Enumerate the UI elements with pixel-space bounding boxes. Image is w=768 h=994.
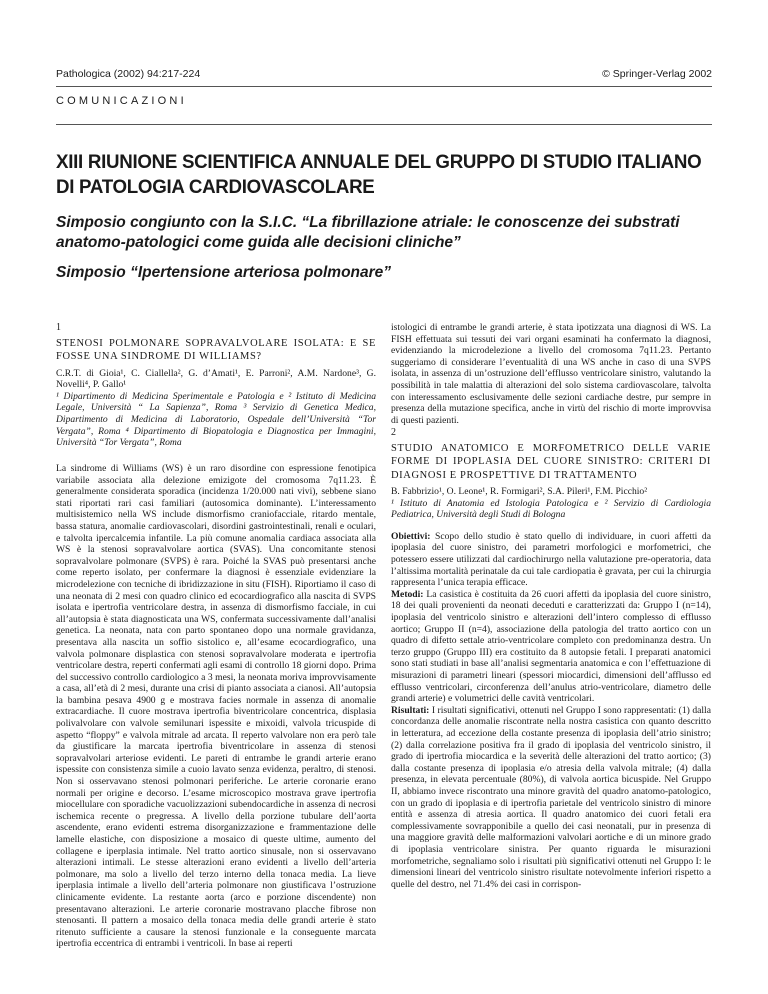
metodi-text: La casistica è costituita da 26 cuori affetti da ipoplasia del cuore sinistro, 18 dei quali provenienti da neonati deceduti e caratterizzati da: Gruppo I (n=14), ipoplasia del ventricolo sinistro e alterazioni dell’intero complesso di efflusso aortico; Gruppo II (n=4), associazione della patologia del tratto aortico con un quadro di difetto settale atrio-ventricolare completo con predominanza destra. Un terzo gruppo (Gruppo III) era costituito da 8 autopsie fetali. I preparati anatomici sono stati studiati in base all’analisi segmentaria anatomica e con l’effettuazione di misurazioni di parametri lineari (spessori miocardici, dimensioni dell’afflusso ed efflusso ventricolari, circonferenza dell’anulus atrio-ventricolare, diametro delle grandi arterie) e volumetrici delle cavità ventricolari. <box>391 588 711 705</box>
section-rule <box>56 124 712 125</box>
article-2-obiettivi <box>391 531 711 589</box>
symposium-title-line-2: anatomo-patologici come guida alle decisioni cliniche” <box>56 234 461 251</box>
article-1-title: STENOSI POLMONARE SOPRAVALVOLARE ISOLATA: E SE FOSSE UNA SINDROME DI WILLIAMS? <box>56 337 376 363</box>
obiettivi-text: Scopo dello studio è stato quello di individuare, in cuori affetti da ipoplasia del cuore sinistro, dei parametri morfologici e morfometrici, che potessero essere utilizzati dal cardiochirurgo nella valutazione pre-operatoria, data l’altissima mortalità perinatale da cui tale cardiopatia è gravata, per cui la chirurgia rappresenta l’unica terapia efficace. <box>391 530 711 589</box>
article-1-body-text: La sindrome di Williams (WS) è un raro disordine con espressione fenotipica variabile associata alla delezione emizigote del cromosoma 7q11.23. È generalmente considerata sporadica (incidenza 1/20.000 nati vivi), sebbene siano stati riportati rari casi familiari (autosomica dominante). L’interessamento multisistemico nella WS include dismorfismo craniofacciale, ritardo mentale, bassa statura, anomalie cardiovascolari, disordini gastrointestinali, renali e oculari, e talvolta ipercalcemia infantile. La più comune anomalia cardiaca associata alla WS è la stenosi sopravalvolare aortica (SVAS). Una concomitante stenosi sopravalvolare polmonare (SVPS) è rara. Poiché la SVAS può presentarsi anche come reperto isolato, per confermare la diagnosi è essenziale evidenziare la microdelezione con tecniche di ibridizzazione in situ (FISH). Riportiamo il caso di una neonata di 2 mesi con quadro clinico ed ecocardiografico alla nascita di SVPS isolata e ipertrofia ventricolare destra, in assenza di dismorfismo facciale, in cui all’autopsia è stata diagnosticata una WS, confermata successivamente dall’analisi genetica. La neonata, nata con parto spontaneo dopo una normale gravidanza, presentava alla nascita un soffio sistolico e, all’esame ecocardiografico, una valvola polmonare displastica con stenosi sopravalvolare moderata e ipertrofia ventricolare destra, reperti confermati agli esami di controllo 18 giorni dopo. Prima del successivo controllo cardiologico a 3 mesi, la neonata moriva improvvisamente a casa, all’età di 2 mesi, durante una crisi di pianto associata a cianosi. All’autopsia la bambina pesava 4900 g e mostrava facies normale in assenza di anomalie extracardiache. Il cuore mostrava ipertrofia biventricolare concentrica, displasia polivalvolare con valvole semilunari ispessite e mixoidi, valvola tricuspide di aspetto “floppy” e valvola mitrale ad arcata. Il reperto valvolare non era però tale da giustificare la marcata ipertrofia biventricolare in assenza di stenosi sopravalvolari arteriose evidenti. Le pareti di entrambe le grandi arterie erano ispessite con consistenza simile a cuoio lavato senza evidenza, peraltro, di stenosi. Non si osservavano stenosi polmonari periferiche. Le arterie coronarie erano normali per origine e decorso. L’esame microscopico mostrava grave ipertrofia miocellulare con sporadiche vacuolizzazioni subendocardiche in assenza di necrosi ischemica recente o pregressa. A livello della porzione tubulare dell’aorta ascendente, erano evidenti estrema disorganizzazione e frammentazione delle lamelle elastiche, con disposizione a mosaico di queste ultime, aumento del collagene e iperplasia intimale. Nel tratto aortico sinusale, non si osservavano alterazioni intimali. Le stesse alterazioni erano evidenti a livello dell’arteria polmonare, ma solo a livello del terzo interno della tonaca media. La lieve iperplasia intimale a livello dell’arteria polmonare non giustificava l’ostruzione clinicamente evidente. La restante aorta (arco e porzione discendente) non presentavano alterazioni. Le arterie coronarie mostravano placche fibrose non stenosanti. Il pattern a mosaico della tonaca media delle grandi arterie è stato ritenuto sufficiente a causare la stenosi funzionale e la conseguente marcata ipertrofia eccentrica di entrambi i ventricoli. In base ai reperti <box>56 463 376 950</box>
article-1-continuation <box>391 322 711 426</box>
article-1-body <box>56 463 376 950</box>
article-2 <box>391 427 711 890</box>
article-2-risultati <box>391 705 711 891</box>
header-rule <box>56 86 712 87</box>
article-2-title: STUDIO ANATOMICO E MORFOMETRICO DELLE VARIE FORME DI IPOPLASIA DEL CUORE SINISTRO: CRITERI DI DIAGNOSI E PROSPETTIVE DI TRATTAMENTO <box>391 442 711 481</box>
article-2-affiliations: ¹ Istituto di Anatomia ed Istologia Patologica e ² Servizio di Cardiologia Pediatrica, Università degli Studi di Bologna <box>391 497 711 521</box>
article-1-body-continuation: istologici di entrambe le grandi arterie, è stata ipotizzata una diagnosi di WS. La FISH effettuata sui tessuti dei vari organi esaminati ha confermato la diagnosi, evidenziando la microdelezione a livello del cromosoma 7q11.23. Pertanto suggeriamo di considerare l’eventualità di una WS anche in caso di una SVPS isolata, in assenza di un’ostruzione dell’efflusso ventricolare sinistro, valutando la possibilità in tale malattia di alterazioni del solo sistema cardiovascolare, talvolta con interessamento esclusivamente delle sezioni cardiache destre, pur sempre in presenza della mutazione specifica, anche in virtù del rischio di morte improvvisa di questi pazienti. <box>391 322 711 426</box>
metodi-label: Metodi: <box>391 588 424 600</box>
article-2-metodi <box>391 589 711 705</box>
copyright-notice: © Springer-Verlag 2002 <box>602 68 712 80</box>
article-1-affiliations: ¹ Dipartimento di Medicina Sperimentale e Patologia e ² Istituto di Medicina Legale, Università “ La Sapienza”, Roma ³ Servizio di Genetica Medica, Dipartimento di Medicina di Laboratorio, Ospedale dell’Università “Tor Vergata”, Roma ⁴ Dipartimento di Biopatologia e Diagnostica per Immagini, Università “Tor Vergata”, Roma <box>56 390 376 449</box>
article-1-authors: C.R.T. di Gioia¹, C. Ciallella², G. d’Amati¹, E. Parroni², A.M. Nardone³, G. Novelli⁴, P. Gallo¹ <box>56 367 376 391</box>
risultati-text: I risultati significativi, ottenuti nel Gruppo I sono rappresentati: (1) dalla concordanza delle anomalie riscontrate nella nostra casistica con quanto descritto in letteratura, ad eccezione della costante presenza di ipoplasia dell’atrio sinistro; (2) dalla correlazione positiva fra il grado di ipoplasia del ventricolo sinistro, il grado di ipertrofia miocardica e la severità delle alterazioni del tratto aortico; (3) dalla costante presenza di ipoplasia e/o atresia della valvola mitrale; (4) dalla presenza, in elevata percentuale (80%), di valvola aortica bicuspide. Nel Gruppo II, abbiamo invece riscontrato una minore gravità del quadro anatomo-patologico, con un grado di ipoplasia e di ipertrofia parietale del ventricolo sinistro di minore entità e assenza di atresia aortica. Il quadro anatomico dei cuori fetali era complessivamente sovrapponibile a quello dei casi neonatali, pur in presenza di una maggiore gravità delle malformazioni valvolari aortiche e di un minore grado di ipoplasia ventricolare sinistra. Per quanto riguarda le misurazioni morfometriche, segnaliamo solo i risultati più significativi ottenuti nel Gruppo I: le dimensioni lineari del ventricolo sinistro risultate notevolmente inferiori rispetto a quelle del destro, nel 71.4% dei casi in corrispon- <box>391 704 711 890</box>
article-1-header <box>56 322 376 449</box>
article-2-authors: B. Fabbrizio¹, O. Leone¹, R. Formigari², S.A. Pileri¹, F.M. Picchio² <box>391 486 648 498</box>
article-2-number: 2 <box>391 427 396 438</box>
article-1-number: 1 <box>56 322 61 333</box>
obiettivi-label: Obiettivi: <box>391 530 431 542</box>
journal-citation: Pathologica (2002) 94:217-224 <box>56 68 201 80</box>
section-label: COMUNICAZIONI <box>56 95 187 107</box>
symposium-subtitle: Simposio “Ipertensione arteriosa polmonare” <box>56 264 392 281</box>
meeting-title-line-1: XIII RIUNIONE SCIENTIFICA ANNUALE DEL GRUPPO DI STUDIO ITALIANO <box>56 151 702 173</box>
meeting-title-line-2: DI PATOLOGIA CARDIOVASCOLARE <box>56 176 375 198</box>
symposium-title-line-1: Simposio congiunto con la S.I.C. “La fibrillazione atriale: le conoscenze dei substrati <box>56 214 680 231</box>
risultati-label: Risultati: <box>391 704 430 716</box>
